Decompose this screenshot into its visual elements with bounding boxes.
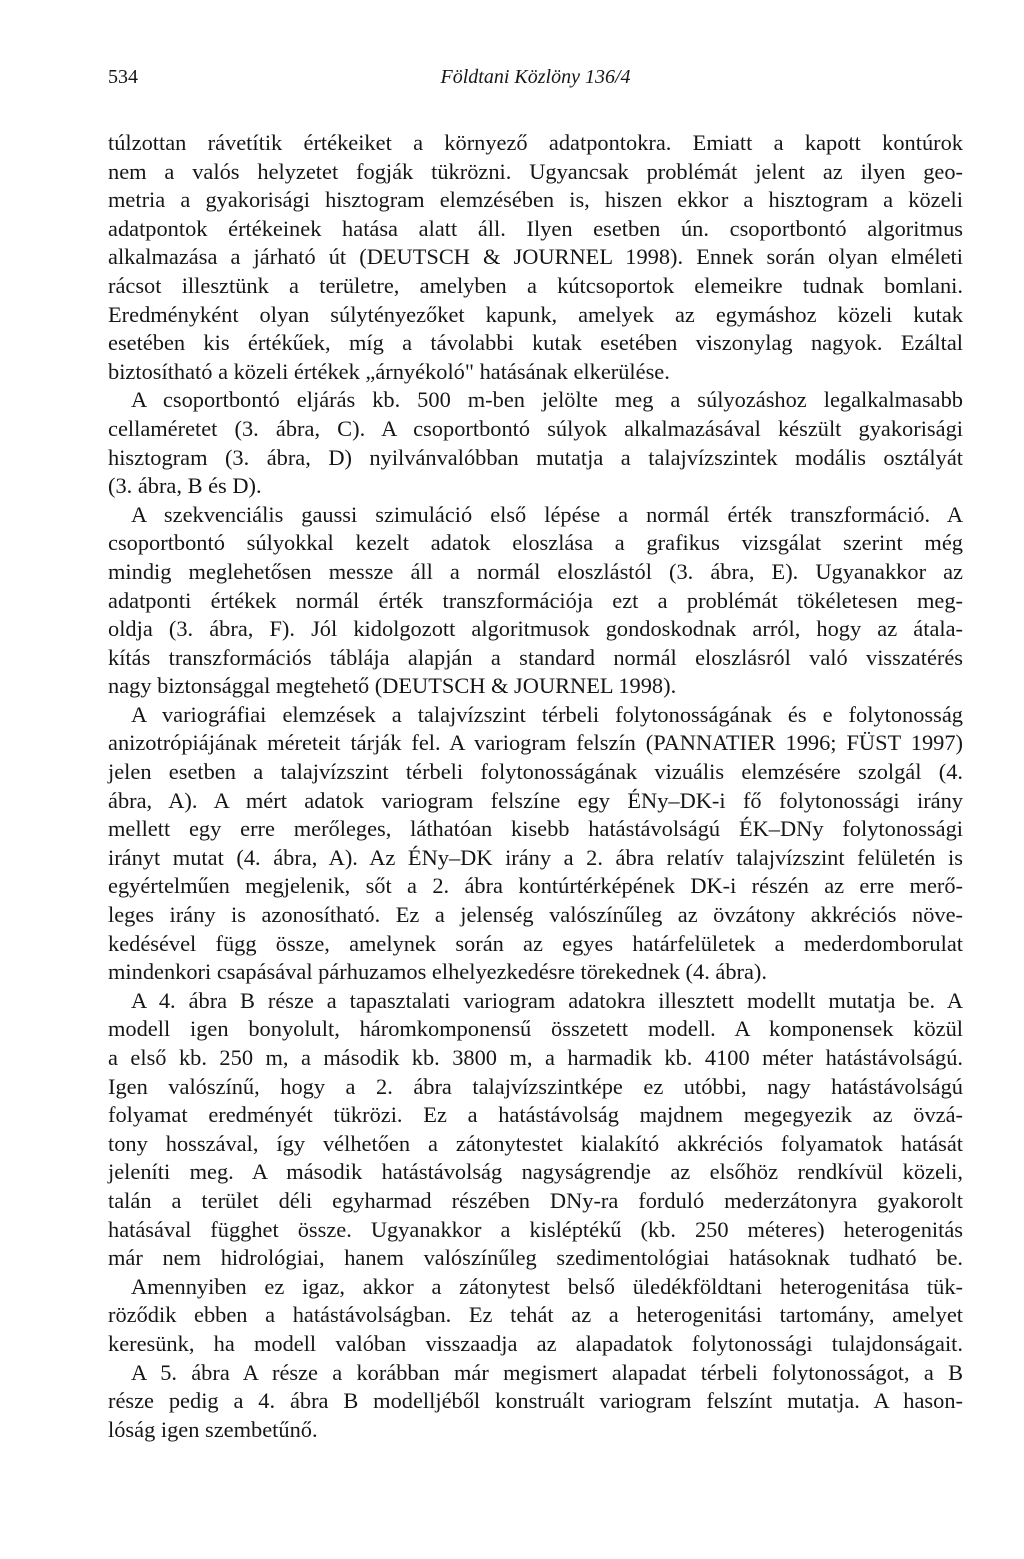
text-line: röződik ebben a hatástávolságban. Ez tehát az a heterogenitási tartomány, amelyet [108, 1302, 963, 1328]
text-line: A szekvenciális gaussi szimuláció első lépése a normál érték transzformáció. A [131, 501, 963, 527]
text-line: nem a valós helyzetet fogják tükrözni. Ugyancsak problémát jelent az ilyen geo- [108, 158, 963, 184]
text-line: mindig meglehetősen messze áll a normál eloszlástól (3. ábra, E). Ugyanakkor az [108, 558, 963, 584]
text-line: Eredményként olyan súlytényezőket kapunk, amelyek az egymáshoz közeli kutak [108, 301, 963, 327]
text-line: A 5. ábra A része a korábban már megismert alapadat térbeli folytonosságot, a B [131, 1359, 963, 1385]
text-line: talán a terület déli egyharmad részében DNy-ra forduló mederzátonyra gyakorolt [108, 1187, 963, 1213]
text-line: nagy biztonsággal megtehető (DEUTSCH & JOURNEL 1998). [108, 673, 677, 699]
text-line: egyértelműen megjelenik, sőt a 2. ábra kontúrtérképének DK-i részén az erre merő- [108, 873, 963, 899]
text-line: leges irány is azonosítható. Ez a jelenség valószínűleg az övzátony akkréciós növe- [108, 902, 963, 928]
text-line: már nem hidrológiai, hanem valószínűleg szedimentológiai hatásoknak tudható be. [108, 1245, 963, 1271]
text-line: kítás transzformációs táblája alapján a standard normál eloszlásról való visszatérés [108, 644, 963, 670]
text-line: cellaméretet (3. ábra, C). A csoportbontó súlyok alkalmazásával készült gyakorisági [108, 415, 963, 441]
text-line: rácsot illesztünk a területre, amelyben a kútcsoportok elemeikre tudnak bomlani. [108, 272, 963, 298]
text-line: hisztogram (3. ábra, D) nyilvánvalóbban mutatja a talajvízszintek modális osztályát [108, 444, 963, 470]
text-line: mellett egy erre merőleges, láthatóan kisebb hatástávolságú ÉK–DNy folytonossági [108, 816, 963, 842]
text-line: hatásával függhet össze. Ugyanakkor a kisléptékű (kb. 250 méteres) heterogenitás [108, 1216, 963, 1242]
text-line: A csoportbontó eljárás kb. 500 m-ben jelölte meg a súlyozáshoz legalkalmasabb [131, 387, 963, 413]
page-number: 534 [108, 66, 138, 88]
text-line: a első kb. 250 m, a második kb. 3800 m, a harmadik kb. 4100 méter hatástávolságú. [108, 1045, 963, 1070]
text-line: kedésével függ össze, amelynek során az egyes határfelületek a mederdomborulat [108, 930, 963, 956]
text-line: csoportbontó súlyokkal kezelt adatok eloszlása a grafikus vizsgálat szerint még [108, 530, 963, 556]
text-line: alkalmazása a járható út (DEUTSCH & JOURNEL 1998). Ennek során olyan elméleti [108, 244, 963, 270]
text-line: folyamat eredményét tükrözi. Ez a hatástávolság majdnem megegyezik az övzá- [108, 1102, 963, 1128]
text-line: jelen esetben a talajvízszint térbeli folytonosságának vizuális elemzésére szolgál (4. [108, 759, 963, 785]
text-line: metria a gyakorisági hisztogram elemzésében is, hiszen ekkor a hisztogram a közeli [108, 187, 963, 213]
text-line: része pedig a 4. ábra B modelljéből konstruált variogram felszínt mutatja. A hason- [108, 1388, 963, 1414]
text-line: modell igen bonyolult, háromkomponensű összetett modell. A komponensek közül [108, 1016, 963, 1042]
text-line: lóság igen szembetűnő. [108, 1416, 318, 1442]
text-line: keresünk, ha modell valóban visszaadja az alapadatok folytonossági tulajdonságait. [108, 1330, 963, 1356]
text-line: adatpontok értékeinek hatása alatt áll. Ilyen esetben ún. csoportbontó algoritmus [108, 215, 963, 241]
text-line: ábra, A). A mért adatok variogram felszíne egy ÉNy–DK-i fő folytonossági irány [108, 787, 963, 813]
text-line: irányt mutat (4. ábra, A). Az ÉNy–DK irány a 2. ábra relatív talajvízszint felületén is [108, 844, 963, 870]
text-line: esetében kis értékűek, míg a távolabbi kutak esetében viszonylag nagyok. Ezáltal [108, 330, 963, 356]
text-line: túlzottan rávetítik értékeiket a környező adatpontokra. Emiatt a kapott kontúrok [108, 130, 963, 155]
text-line: A variográfiai elemzések a talajvízszint térbeli folytonosságának és e folytonosság [131, 701, 963, 727]
journal-title: Földtani Közlöny 136/4 [440, 66, 631, 88]
text-line: anizotrópiájának méreteit tárják fel. A variogram felszín (PANNATIER 1996; FÜST 1997) [108, 730, 963, 756]
text-line: (3. ábra, B és D). [108, 473, 262, 499]
text-line: mindenkori csapásával párhuzamos elhelyezkedésre törekednek (4. ábra). [108, 959, 767, 985]
text-line: Amennyiben ez igaz, akkor a zátonytest belső üledékföldtani heterogenitása tük- [131, 1273, 963, 1299]
text-line: A 4. ábra B része a tapasztalati variogram adatokra illesztett modellt mutatja be. A [131, 987, 963, 1013]
text-line: oldja (3. ábra, F). Jól kidolgozott algoritmusok gondoskodnak arról, hogy az átala- [108, 616, 963, 642]
text-line: tony hosszával, így vélhetően a zátonytestet kialakító akkréciós folyamatok hatását [108, 1130, 963, 1156]
text-line: biztosítható a közeli értékek „árnyékoló" hatásának elkerülése. [108, 358, 670, 384]
text-line: jeleníti meg. A második hatástávolság nagyságrendje az elsőhöz rendkívül közeli, [108, 1159, 963, 1185]
body-text [108, 129, 963, 1444]
running-header [108, 66, 963, 96]
text-line: adatponti értékek normál érték transzformációja ezt a problémát tökéletesen meg- [108, 587, 963, 613]
text-line: Igen valószínű, hogy a 2. ábra talajvízszintképe ez utóbbi, nagy hatástávolságú [108, 1073, 963, 1099]
